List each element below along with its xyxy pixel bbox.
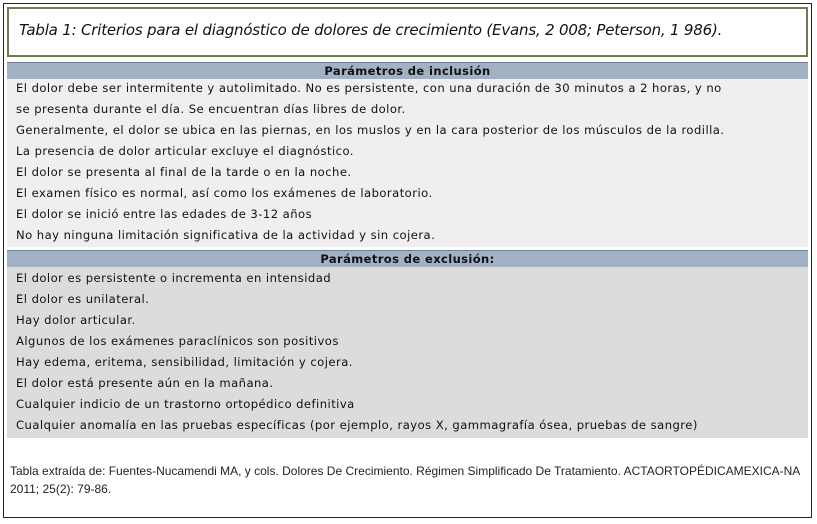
inclusion-section — [7, 79, 808, 247]
inclusion-row: Generalmente, el dolor se ubica en las piernas, en los muslos y en la cara posterior de los músculos de la rodilla. — [16, 123, 725, 137]
exclusion-row: Algunos de los exámenes paraclínicos son positivos — [16, 334, 339, 348]
inclusion-row: El examen físico es normal, así como los exámenes de laboratorio. — [16, 186, 433, 200]
source-citation: Tabla extraída de: Fuentes-Nucamendi MA, y cols. Dolores De Crecimiento. Régimen Simplificado De Tratamiento. ACTAORTOPÉDICAMEXICA-NA 2011; 25(2): 79-86. — [10, 464, 800, 496]
inclusion-row: El dolor se inició entre las edades de 3-12 años — [16, 207, 313, 221]
exclusion-row: El dolor es persistente o incrementa en intensidad — [16, 271, 332, 285]
table-title-box — [7, 7, 808, 57]
exclusion-header: Parámetros de exclusión: — [7, 250, 808, 267]
exclusion-row: Cualquier anomalía en las pruebas específicas (por ejemplo, rayos X, gammagrafía ósea, pruebas de sangre) — [16, 418, 698, 432]
exclusion-row: El dolor está presente aún en la mañana. — [16, 376, 274, 390]
inclusion-row: El dolor debe ser intermitente y autolimitado. No es persistente, con una duración de 30 minutos a 2 horas, y no — [16, 81, 722, 95]
exclusion-row: El dolor es unilateral. — [16, 292, 150, 306]
inclusion-row: El dolor se presenta al final de la tarde o en la noche. — [16, 165, 352, 179]
exclusion-row: Cualquier indicio de un trastorno ortopédico definitiva — [16, 397, 355, 411]
inclusion-row: No hay ninguna limitación significativa de la actividad y sin cojera. — [16, 228, 436, 242]
inclusion-row: se presenta durante el día. Se encuentran días libres de dolor. — [16, 102, 406, 116]
exclusion-row: Hay dolor articular. — [16, 313, 136, 327]
exclusion-row: Hay edema, eritema, sensibilidad, limitación y cojera. — [16, 355, 353, 369]
table-title: Tabla 1: Criterios para el diagnóstico de dolores de crecimiento (Evans, 2 008; Peterson, 1 986). — [19, 21, 723, 39]
exclusion-section — [7, 267, 808, 438]
inclusion-header: Parámetros de inclusión — [7, 62, 808, 79]
inclusion-row: La presencia de dolor articular excluye el diagnóstico. — [16, 144, 354, 158]
